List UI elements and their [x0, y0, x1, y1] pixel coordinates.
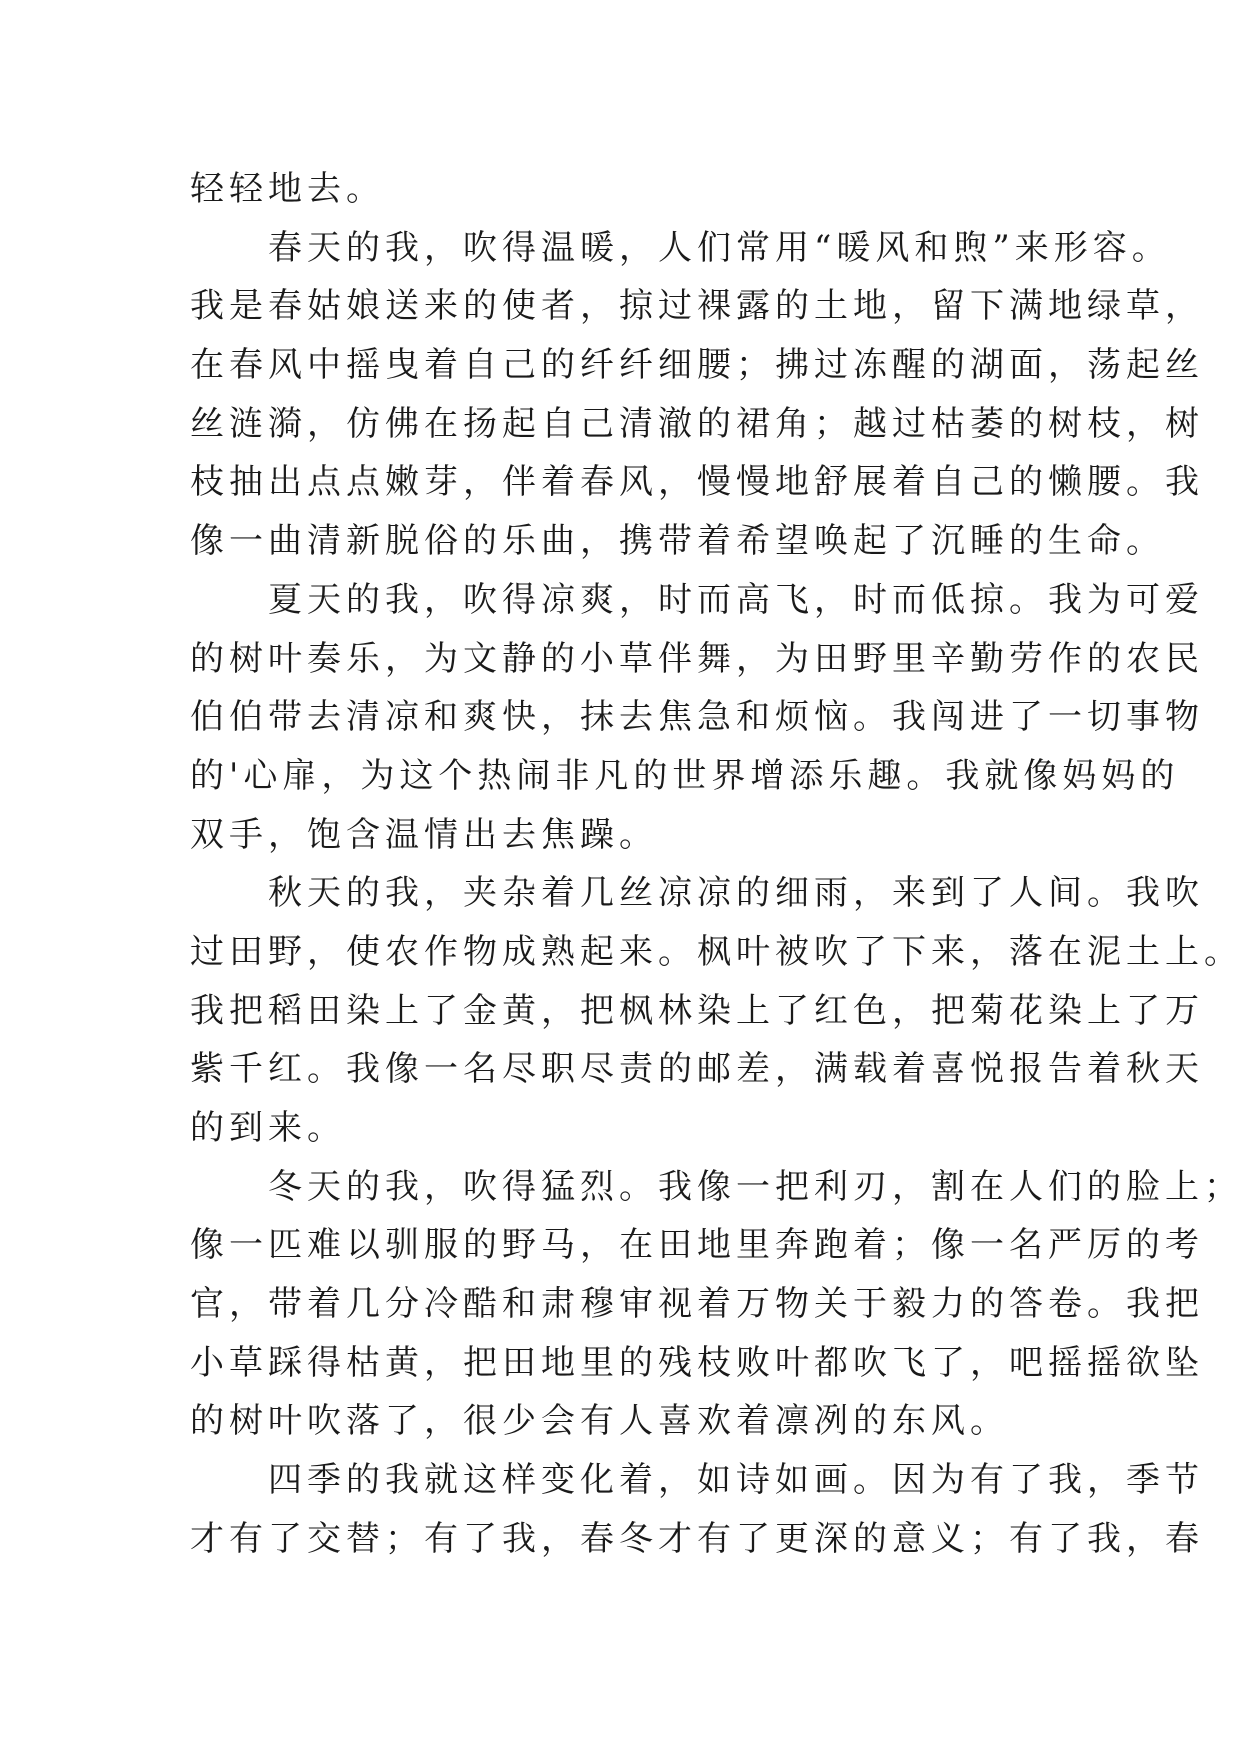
text-line: 轻轻地去。 [190, 169, 385, 209]
text-line: 四季的我就这样变化着，如诗如画。因为有了我，季节 [190, 1460, 1204, 1501]
text-line: 丝涟漪，仿佛在扬起自己清澈的裙角；越过枯萎的树枝，树 [190, 403, 1204, 444]
text-line: 冬天的我，吹得猛烈。我像一把利刃，割在人们的脸上； [190, 1166, 1243, 1207]
text-line: 我是春姑娘送来的使者，掠过裸露的土地，留下满地绿草， [190, 286, 1204, 327]
text-line: 春天的我，吹得温暖，人们常用“暖风和煦”来形容。 [190, 227, 1171, 268]
text-line: 枝抽出点点嫩芽，伴着春风，慢慢地舒展着自己的懒腰。我 [190, 462, 1204, 503]
text-line: 小草踩得枯黄，把田地里的残枝败叶都吹飞了，吧摇摇欲坠 [190, 1342, 1204, 1383]
text-line: 双手，饱含温情出去焦躁。 [190, 814, 658, 855]
text-line: 像一匹难以驯服的野马，在田地里奔跑着；像一名严厉的考 [190, 1225, 1204, 1266]
text-line: 我把稻田染上了金黄，把枫林染上了红色，把菊花染上了万 [190, 990, 1204, 1031]
text-line: 过田野，使农作物成熟起来。枫叶被吹了下来，落在泥土上。 [190, 931, 1243, 972]
text-line: 像一曲清新脱俗的乐曲，携带着希望唤起了沉睡的生命。 [190, 521, 1165, 562]
text-line: 官，带着几分冷酷和肃穆审视着万物关于毅力的答卷。我把 [190, 1284, 1204, 1325]
text-line: 伯伯带去清凉和爽快，抹去焦急和烦恼。我闯进了一切事物 [190, 697, 1204, 738]
text-line: 在春风中摇曳着自己的纤纤细腰；拂过冻醒的湖面，荡起丝 [190, 345, 1204, 386]
text-line: 的到来。 [190, 1108, 346, 1148]
body-text [190, 160, 1243, 1569]
text-line: 夏天的我，吹得凉爽，时而高飞，时而低掠。我为可爱 [190, 579, 1204, 620]
text-line: 秋天的我，夹杂着几丝凉凉的细雨，来到了人间。我吹 [190, 873, 1204, 914]
text-line: 的树叶吹落了，很少会有人喜欢着凛冽的东风。 [190, 1401, 1009, 1442]
text-line: 才有了交替；有了我，春冬才有了更深的意义；有了我，春 [190, 1518, 1204, 1559]
text-line: 的树叶奏乐，为文静的小草伴舞，为田野里辛勤劳作的农民 [190, 638, 1204, 679]
text-line: 紫千红。我像一名尽职尽责的邮差，满载着喜悦报告着秋天 [190, 1049, 1204, 1090]
text-line: 的'心扉，为这个热闹非凡的世界增添乐趣。我就像妈妈的 [190, 755, 1180, 796]
